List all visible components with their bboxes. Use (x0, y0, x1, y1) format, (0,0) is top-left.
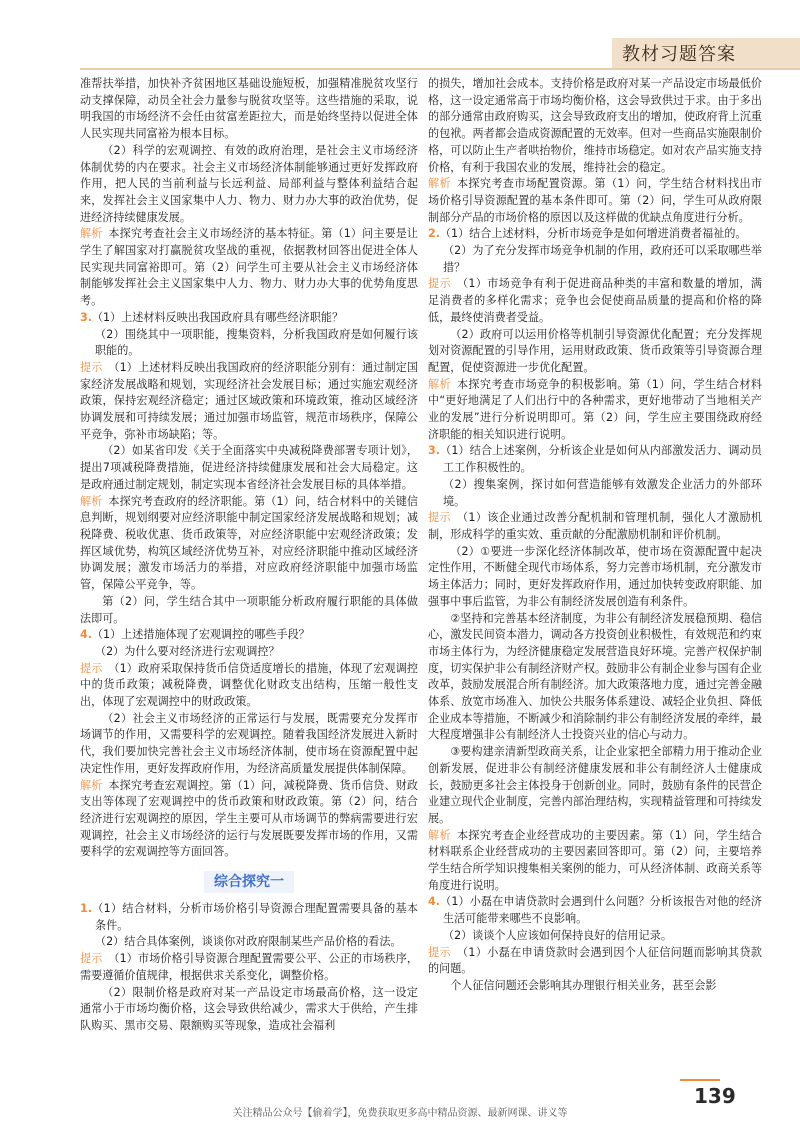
analysis-paragraph: 解析 本探究考查政府的经济职能。第（1）问，结合材料中的关键信息判断，规划纲要对应经济职能中制定国家经济发展战略和规划；减税降费、税收优惠、货币政策等，对应经济职能中宏观经济政策；发挥区域优势，构筑区域经济优势互补，对应经济职能中推动区域经济协调发展；激发市场活力的举措，对应政府经济职能中加强市场监管，保障公平竞争，等。 (80, 494, 418, 592)
analysis-paragraph: 解析 本探究考查宏观调控。第（1）问，减税降费、货币信贷、财政支出等体现了宏观调控中的货币政策和财政政策。第（2）问，结合经济进行宏观调控的原因，学生主要可从市场调节的弊病需要进行宏观调控，社会主义市场经济的运行与发展既要发挥市场的作用，又需要科学的宏观调控等方面回答。 (80, 778, 418, 859)
paragraph: （2）如某省印发《关于全面落实中央减税降费部署专项计划》，提出7项减税降费措施，促进经济持续健康发展和社会大局稳定。这是政府通过制定规划，制定实现本省经济社会发展目标的具体举措。 (80, 444, 418, 491)
analysis-paragraph: 解析 本探究考查企业经营成功的主要因素。第（1）问，学生结合材料联系企业经营成功的主要因素回答即可。第（2）问，主要培养学生结合所学知识搜集相关案例的能力，可从经济体制、政商关系等角度进行说明。 (428, 828, 762, 892)
hint-tag: 提示 (428, 277, 451, 291)
paragraph: （2）科学的宏观调控、有效的政府治理，是社会主义市场经济体制优势的内在要求。社会主义市场经济体制能够通过更好发挥政府作用，把人民的当前利益与长远利益、局部利益与整体利益结合起来，发挥社会主义国家集中人力、物力、财力办大事的政治优势，促进经济持续健康发展。 (80, 143, 418, 224)
analysis-tag: 解析 (80, 227, 103, 241)
paragraph: （2）社会主义市场经济的正常运行与发展，既需要充分发挥市场调节的作用，又需要科学的宏观调控。随着我国经济发展进入新时代，我们要加快完善社会主义市场经济体制，使市场在资源配置中起决定性作用，更好发挥政府作用，为经济高质量发展提供体制保障。 (80, 711, 418, 775)
footer-note: 关注精品公众号【偷着学】，免费获取更多高中精品资源、最新网课、讲义等 (232, 1108, 568, 1119)
question-number: 1. (80, 902, 92, 916)
paragraph: （2）政府可以运用价格等机制引导资源优化配置；充分发挥规划对资源配置的引导作用，运用财政政策、货币政策等引导资源合理配置，促使资源进一步优化配置。 (428, 327, 762, 374)
question-line: （2）谈谈个人应该如何保持良好的信用记录。 (443, 928, 672, 942)
section-heading (80, 869, 418, 895)
question-line: （2）为什么要对经济进行宏观调控？ (95, 644, 280, 658)
question-line: 4.（1）小磊在申请贷款时会遇到什么问题？分析该报告对他的经济生活可能带来哪些不良影响。 (428, 895, 762, 926)
right-column (428, 76, 762, 995)
paragraph: ③要构建亲清新型政商关系，让企业家把全部精力用于推动企业创新发展，促进非公有制经济健康发展和非公有制经济人士健康成长，鼓励更多社会主体投身于创新创业。同时，鼓励有条件的民营企业建立现代企业制度，完善内部治理结构，实现精益管理和可持续发展。 (428, 745, 762, 825)
hint-paragraph: 提示 （1）市场竞争有利于促进商品种类的丰富和数量的增加，满足消费者的多样化需求；竞争也会促使商品质量的提高和价格的降低，最终使消费者受益。 (428, 277, 762, 324)
question-line: （2）围绕其中一项职能，搜集资料，分析我国政府是如何履行该职能的。 (95, 327, 418, 358)
question-line: 3.（1）上述材料反映出我国政府具有哪些经济职能？ (80, 310, 344, 324)
hint-paragraph: 提示 （1）上述材料反映出我国政府的经济职能分别有：通过制定国家经济发展战略和规划，实现经济社会发展目标；通过实施宏观经济政策，保持宏观经济稳定；通过区域政策和环境政策，推动区域经济协调发展和可持续发展；通过加强市场监管，规范市场秩序，保障公平竞争，弥补市场缺陷；等。 (80, 360, 418, 441)
question-number: 2. (428, 227, 440, 241)
question-line: 3.（1）结合上述案例，分析该企业是如何从内部激发活力、调动员工工作积极性的。 (428, 444, 762, 475)
question-line: 4.（1）上述措施体现了宏观调控的哪些手段？ (80, 628, 310, 642)
header-divider (80, 68, 800, 70)
hint-tag: 提示 (80, 661, 103, 675)
hint-tag: 提示 (80, 360, 103, 374)
left-column (80, 76, 418, 1035)
paragraph: 准帮扶举措，加快补齐贫困地区基础设施短板，加强精准脱贫攻坚行动支撑保障，动员全社会力量参与脱贫攻坚等。这些措施的采取，说明我国的市场经济不会任由贫富差距拉大，而是始终坚持以促进全体人民实现共同富裕为根本目标。 (80, 77, 418, 141)
hint-paragraph: 提示 （1）该企业通过改善分配机制和管理机制，强化人才激励机制，形成科学的重实效、重贡献的分配激励机制和评价机制。 (428, 511, 762, 541)
analysis-tag: 解析 (428, 177, 451, 191)
question-line: （2）结合具体案例，谈谈你对政府限制某些产品价格的看法。 (95, 935, 402, 949)
hint-paragraph: 提示 （1）市场价格引导资源合理配置需要公平、公正的市场秩序，需要遵循价值规律，根据供求关系变化，调整价格。 (80, 952, 418, 982)
page-number-accent (680, 1079, 720, 1081)
paragraph: ②坚持和完善基本经济制度，为非公有制经济发展稳预期、稳信心，激发民间资本潜力，调动各方投资创业积极性，有效规范和约束市场主体行为，为经济健康稳定发展营造良好环境。完善产权保护制度，切实保护非公有制经济财产权。鼓励非公有制企业参与国有企业改革，鼓励发展混合所有制经济。加大政策落地力度，通过完善金融体系、放宽市场准入、加快公共服务体系建设、减轻企业负担、降低企业成本等措施，不断减少和消除制约非公有制经济发展的牵绊，最大程度增强非公有制经济人士投资兴业的信心与动力。 (428, 611, 762, 742)
hint-tag: 提示 (80, 952, 103, 966)
question-number: 4. (428, 895, 440, 909)
question-number: 3. (80, 310, 92, 324)
page-number: 139 (694, 1084, 736, 1108)
question-number: 3. (428, 444, 440, 458)
paragraph: （2）限制价格是政府对某一产品设定市场最高价格，这一设定通常小于市场均衡价格，这会导致供给减少，需求大于供给，产生排队购买、黑市交易、限额购买等现象，造成社会福利 (80, 985, 418, 1032)
paragraph: 第（2）问，学生结合其中一项职能分析政府履行职能的具体做法即可。 (80, 594, 418, 625)
hint-tag: 提示 (428, 511, 451, 525)
hint-paragraph: 提示 （1）小磊在申请贷款时会遇到因个人征信问题而影响其贷款的问题。 (428, 945, 762, 976)
analysis-tag: 解析 (428, 377, 451, 391)
hint-tag: 提示 (428, 945, 451, 959)
paragraph: 个人征信问题还会影响其办理银行相关业务，甚至会影 (450, 978, 717, 992)
paragraph: （2）①要进一步深化经济体制改革，使市场在资源配置中起决定性作用，不断健全现代市场体系，努力完善市场机制，充分激发市场主体活力；同时，更好发挥政府作用，通过加快转变政府职能、加强事中事后监管，为非公有制经济发展创造有利条件。 (428, 544, 762, 608)
analysis-paragraph: 解析 本探究考查社会主义市场经济的基本特征。第（1）问主要是让学生了解国家对打赢脱贫攻坚战的重视，依据教材回答出促进全体人民实现共同富裕即可。第（2）问学生可主要从社会主义市场经济体制能够发挥社会主义国家集中人力、物力、财力办大事的优势角度思考。 (80, 227, 418, 308)
analysis-paragraph: 解析 本探究考查市场配置资源。第（1）问，学生结合材料找出市场价格引导资源配置的基本条件即可。第（2）问，学生可从政府限制部分产品的市场价格的原因以及这样做的优缺点角度进行分析。 (428, 177, 762, 224)
section-title: 综合探究一 (204, 871, 294, 894)
paragraph: 的损失，增加社会成本。支持价格是政府对某一产品设定市场最低价格，这一设定通常高于市场均衡价格，这会导致供过于求。由于多出的部分通常由政府购买，这会导致政府支出的增加，使政府背上沉重的包袱。两者都会造成资源配置的无效率。但对一些商品实施限制价格，可以防止生产者哄抬物价，维持市场稳定。如对农产品实施支持价格，有利于我国农业的发展，维持社会的稳定。 (428, 77, 762, 174)
analysis-tag: 解析 (80, 778, 103, 792)
hint-paragraph: 提示 （1）政府采取保持货币信贷适度增长的措施，体现了宏观调控中的货币政策；减税降费，调整优化财政支出结构，压缩一般性支出，体现了宏观调控中的财政政策。 (80, 661, 418, 709)
analysis-tag: 解析 (428, 828, 451, 842)
question-number: 4. (80, 628, 92, 642)
question-line: （2）搜集案例，探讨如何营造能够有效激发企业活力的外部环境。 (443, 477, 762, 508)
question-line: 2.（1）结合上述材料，分析市场竞争是如何增进消费者福祉的。 (428, 227, 747, 241)
question-line: （2）为了充分发挥市场竞争机制的作用，政府还可以采取哪些举措？ (443, 244, 762, 274)
header-title: 教材习题答案 (612, 38, 800, 68)
analysis-paragraph: 解析 本探究考查市场竞争的积极影响。第（1）问，学生结合材料中“更好地满足了人们出行中的各种需求，更好地带动了当地相关产业的发展”进行分析说明即可。第（2）问，学生应主要围绕政府经济职能的相关知识进行说明。 (428, 377, 762, 441)
question-line: 1.（1）结合材料，分析市场价格引导资源合理配置需要具备的基本条件。 (80, 902, 418, 932)
analysis-tag: 解析 (80, 494, 103, 508)
